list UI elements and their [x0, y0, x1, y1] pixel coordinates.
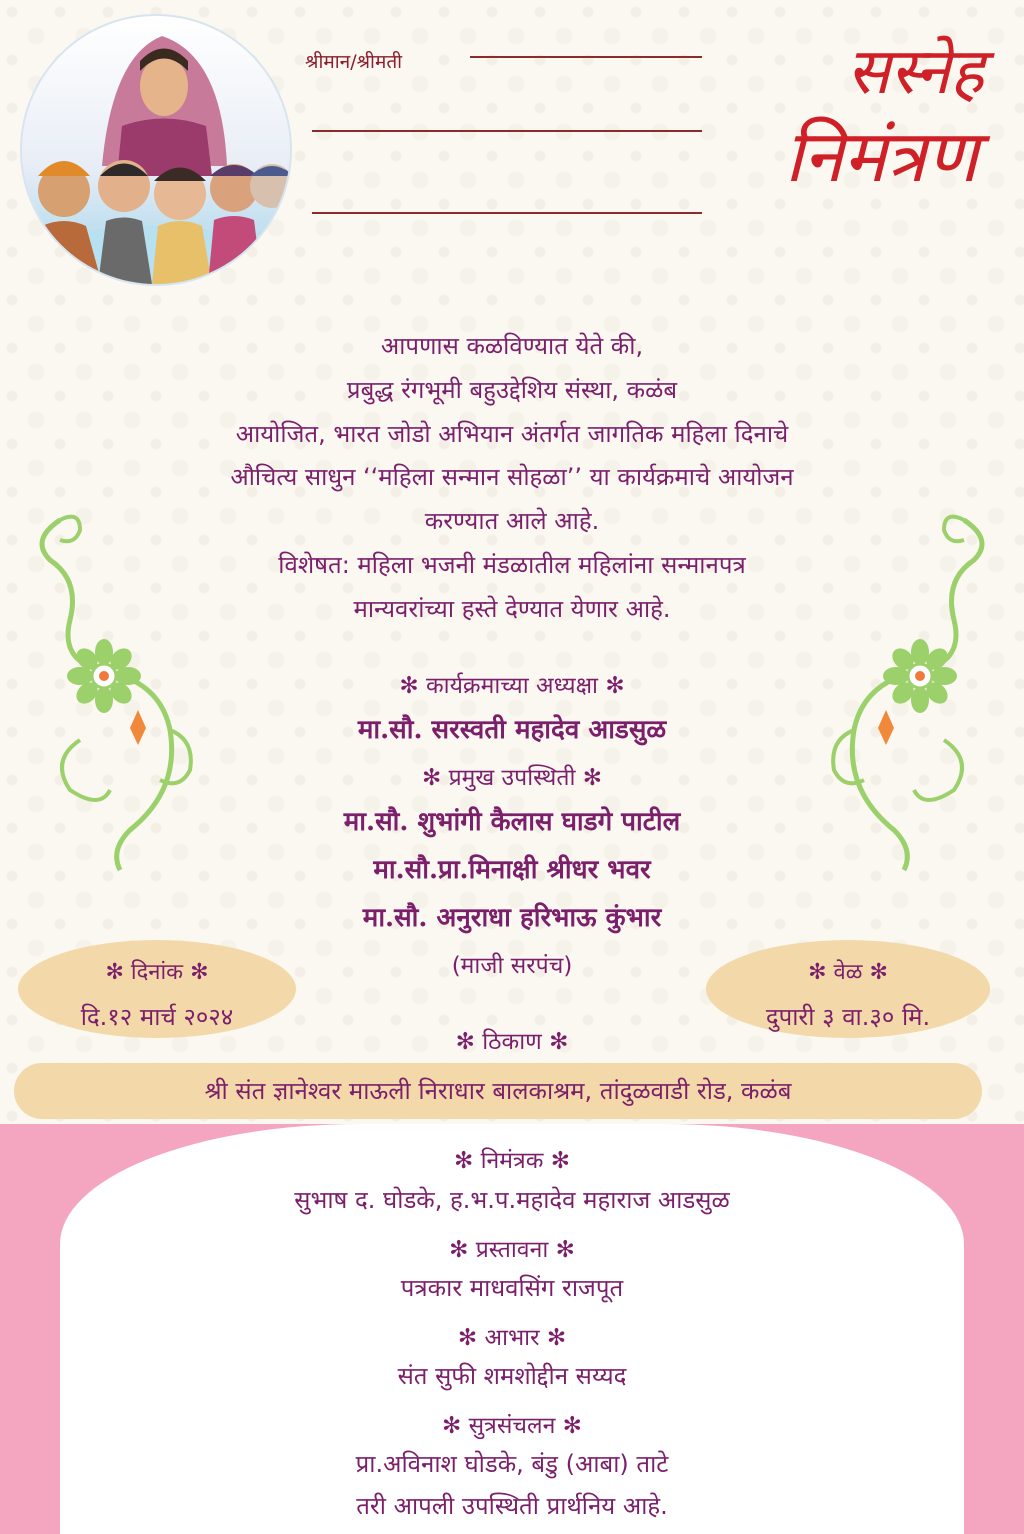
- closing-line: तरी आपली उपस्थिती प्रार्थनिय आहे.: [356, 1492, 668, 1520]
- guests-heading: ✻ प्रमुख उपस्थिती ✻: [421, 765, 602, 791]
- host-heading: ✻ निमंत्रक ✻: [453, 1148, 570, 1174]
- preface-name: पत्रकार माधवसिंग राजपूत: [400, 1274, 624, 1302]
- intro-line-2: प्रबुद्ध रंगभूमी बहुउद्देशिय संस्था, कळंब: [346, 376, 678, 404]
- thanks-name: संत सुफी शमशोद्दीन सय्यद: [397, 1362, 627, 1390]
- title-nimantran: निमंत्रण: [784, 114, 978, 198]
- president-name: मा.सौ. सरस्वती महादेव आडसुळ: [357, 715, 667, 745]
- guest-note: (माजी सरपंच): [451, 953, 573, 979]
- time-value: दुपारी ३ वा.३० मि.: [765, 1003, 931, 1031]
- addressee-line-3: [312, 212, 702, 214]
- title-sasneh: सस्नेह: [846, 35, 984, 109]
- venue-value: श्री संत ज्ञानेश्वर माऊली निराधार बालकाश्रम, तांदुळवाडी रोड, कळंब: [14, 1063, 982, 1119]
- intro-line-6: विशेषत: महिला भजनी मंडळातील महिलांना सन्मानपत्र: [278, 551, 746, 579]
- addressee-line-1: [470, 56, 702, 58]
- president-heading: ✻ कार्यक्रमाच्या अध्यक्षा ✻: [399, 673, 625, 699]
- date-value: दि.१२ मार्च २०२४: [80, 1003, 234, 1031]
- portrait-illustration: [20, 14, 292, 286]
- guest-name-3: मा.सौ. अनुराधा हरिभाऊ कुंभार: [362, 903, 662, 933]
- addressee-label: श्रीमान/श्रीमती: [305, 51, 403, 73]
- guest-name-2: मा.सौ.प्रा.मिनाक्षी श्रीधर भवर: [373, 855, 651, 885]
- intro-line-4: औचित्य साधुन ‘‘महिला सन्मान सोहळा’’ या कार्यक्रमाचे आयोजन: [230, 463, 794, 491]
- anchor-heading: ✻ सुत्रसंचलन ✻: [442, 1413, 582, 1439]
- anchor-names: प्रा.अविनाश घोडके, बंडु (आबा) ताटे: [355, 1450, 669, 1478]
- host-names: सुभाष द. घोडके, ह.भ.प.महादेव महाराज आडसुळ: [294, 1186, 730, 1214]
- date-label: ✻ दिनांक ✻: [105, 960, 209, 985]
- intro-line-3: आयोजित, भारत जोडो अभियान अंतर्गत जागतिक महिला दिनाचे: [235, 420, 789, 448]
- venue-heading: ✻ ठिकाण ✻: [455, 1029, 569, 1055]
- intro-line-7: मान्यवरांच्या हस्ते देण्यात येणार आहे.: [353, 595, 671, 623]
- thanks-heading: ✻ आभार ✻: [457, 1325, 567, 1351]
- time-label: ✻ वेळ ✻: [808, 960, 888, 985]
- preface-heading: ✻ प्रस्तावना ✻: [449, 1237, 575, 1263]
- guest-name-1: मा.सौ. शुभांगी कैलास घाडगे पाटील: [343, 807, 681, 837]
- women-leaders-illustration: [22, 16, 290, 284]
- addressee-line-2: [312, 130, 702, 132]
- intro-line-5: करण्यात आले आहे.: [424, 507, 600, 535]
- intro-line-1: आपणास कळविण्यात येते की,: [380, 332, 644, 360]
